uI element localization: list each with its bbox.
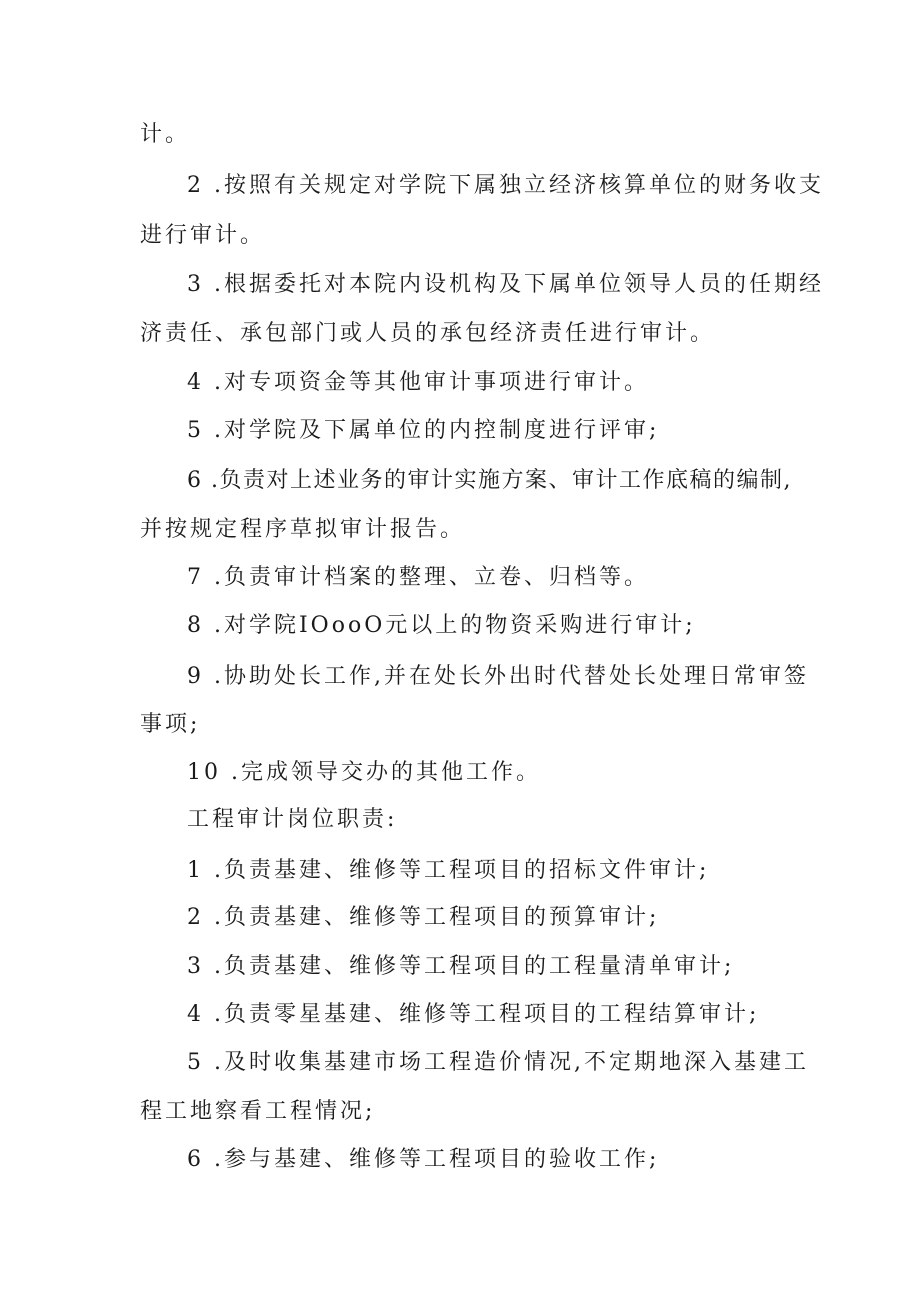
- section-heading: 工程审计岗位职责:: [187, 807, 398, 832]
- list-item-3: 3 .根据委托对本院内设机构及下属单位领导人员的任期经: [187, 272, 824, 297]
- list-item-2-continuation: 进行审计。: [140, 223, 266, 248]
- list-item-9-continuation: 事项;: [140, 712, 201, 737]
- list-item-2: 2 .按照有关规定对学院下属独立经济核算单位的财务收支: [187, 173, 824, 198]
- list-item-4: 4 .对专项资金等其他审计事项进行审计。: [187, 370, 649, 395]
- text-line-continuation: 计。: [140, 122, 191, 147]
- list-item-9: 9 .协助处长工作,并在处长外出时代替处长处理日常审签: [187, 664, 809, 689]
- list-item-6-continuation: 并按规定程序草拟审计报告。: [140, 517, 466, 542]
- list-item-8: 8 .对学院IOooO元以上的物资采购进行审计;: [187, 613, 696, 638]
- engineering-item-5-continuation: 程工地察看工程情况;: [140, 1099, 376, 1124]
- list-item-6: 6 .负责对上述业务的审计实施方案、审计工作底稿的编制,: [187, 468, 792, 493]
- list-item-10: 10 .完成领导交办的其他工作。: [187, 760, 541, 785]
- list-item-3-continuation: 济责任、承包部门或人员的承包经济责任进行审计。: [140, 321, 716, 346]
- engineering-item-2: 2 .负责基建、维修等工程项目的预算审计;: [187, 905, 660, 930]
- list-item-7: 7 .负责审计档案的整理、立卷、归档等。: [187, 565, 649, 590]
- engineering-item-3: 3 .负责基建、维修等工程项目的工程量清单审计;: [187, 954, 735, 979]
- list-item-5: 5 .对学院及下属单位的内控制度进行评审;: [187, 418, 660, 443]
- engineering-item-4: 4 .负责零星基建、维修等工程项目的工程结算审计;: [187, 1002, 760, 1027]
- engineering-item-5: 5 .及时收集基建市场工程造价情况,不定期地深入基建工: [187, 1050, 809, 1075]
- engineering-item-6: 6 .参与基建、维修等工程项目的验收工作;: [187, 1147, 660, 1172]
- engineering-item-1: 1 .负责基建、维修等工程项目的招标文件审计;: [187, 858, 710, 883]
